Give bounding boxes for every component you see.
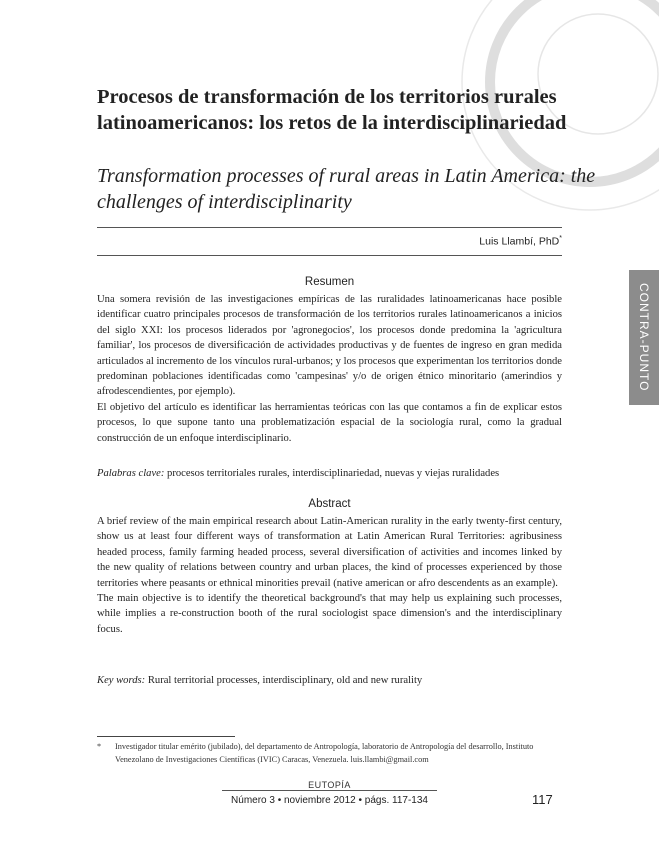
abstract-body — [97, 514, 562, 637]
article-title-spanish: Procesos de transformación de los territorios rurales latinoamericanos: los retos de la interdisciplinariedad — [97, 86, 567, 134]
abstract-paragraph: A brief review of the main empirical research about Latin-American rurality in the early twenty-first century, show us at least four different ways of transformation at Latin American Rural Territories: agribusiness headed process, family farming headed process, several diversification of activities and incomes linked by the new quality of relations between country and urban places, the kind of processes experienced by those territories where peasants or ethnical minorities prevail (native american or afro descendents as an example). — [97, 516, 562, 589]
resumen-keywords — [97, 466, 562, 481]
author-name: Luis Llambí, PhD — [479, 235, 560, 248]
resumen-paragraph: El objetivo del artículo es identificar las herramientas teóricas con las que contamos a fin de explicar estos procesos, lo que supone tanto una problematización espacial de la sociología rural, como la gradual construcción de un enfoque interdisciplinario. — [97, 401, 562, 444]
author-divider — [97, 255, 562, 256]
footnote — [97, 741, 567, 766]
abstract-heading: Abstract — [308, 498, 351, 510]
page-number: 117 — [532, 792, 553, 807]
side-tab-label: CONTRA-PUNTO — [637, 283, 651, 392]
issue-info: Número 3 • noviembre 2012 • págs. 117-134 — [231, 795, 428, 806]
keywords-label: Palabras clave: — [97, 468, 165, 479]
section-side-tab — [629, 270, 659, 405]
resumen-paragraph: Una somera revisión de las investigaciones empíricas de las ruralidades latinoamericanas hace posible identificar cuatro principales procesos de transformación de los territorios rurales latinoamericanos a inicios del siglo XXI: los procesos liderados por 'agronegocios', los procesos donde predomina la 'agricultura familiar', los procesos de diversificación de actividades productivas y de fuentes de ingreso en gran medida articulados al incremento de los vínculos rural-urbanos; y los procesos que experimentan los territorios donde predominan poblaciones identificadas como 'campesinas' y/o de origen étnico minoritario (amerindios y afrodescendientes, por ejemplo). — [97, 294, 562, 398]
journal-name: EUTOPÍA — [308, 780, 351, 790]
abstract-keywords — [97, 673, 562, 688]
author-footnote-mark: * — [559, 235, 562, 242]
footnote-divider — [97, 736, 235, 737]
footnote-text: Investigador titular emérito (jubilado), del departamento de Antropología, laboratorio de Antropología del desarrollo, Instituto Venezolano de Investigaciones Científicas (IVIC) Caracas, Venezuela. luis.llambi@gmail.com — [115, 742, 534, 764]
article-title-english: Transformation processes of rural areas in Latin America: the challenges of interdisciplinarity — [97, 165, 596, 213]
keywords-label: Key words: — [97, 675, 146, 686]
resumen-heading: Resumen — [304, 276, 355, 288]
title-divider — [97, 227, 562, 228]
footer-divider — [222, 790, 437, 791]
abstract-paragraph: The main objective is to identify the theoretical background's that may help us explaining such processes, while implies a re-construction booth of the rural sociologist space dimension's and the interdisciplinary focus. — [97, 593, 562, 635]
footnote-mark: * — [97, 742, 102, 751]
keywords-text: procesos territoriales rurales, interdisciplinariedad, nuevas y viejas ruralidades — [167, 468, 500, 479]
keywords-text: Rural territorial processes, interdisciplinary, old and new rurality — [147, 675, 423, 686]
author-line — [479, 235, 562, 248]
resumen-body — [97, 292, 562, 446]
